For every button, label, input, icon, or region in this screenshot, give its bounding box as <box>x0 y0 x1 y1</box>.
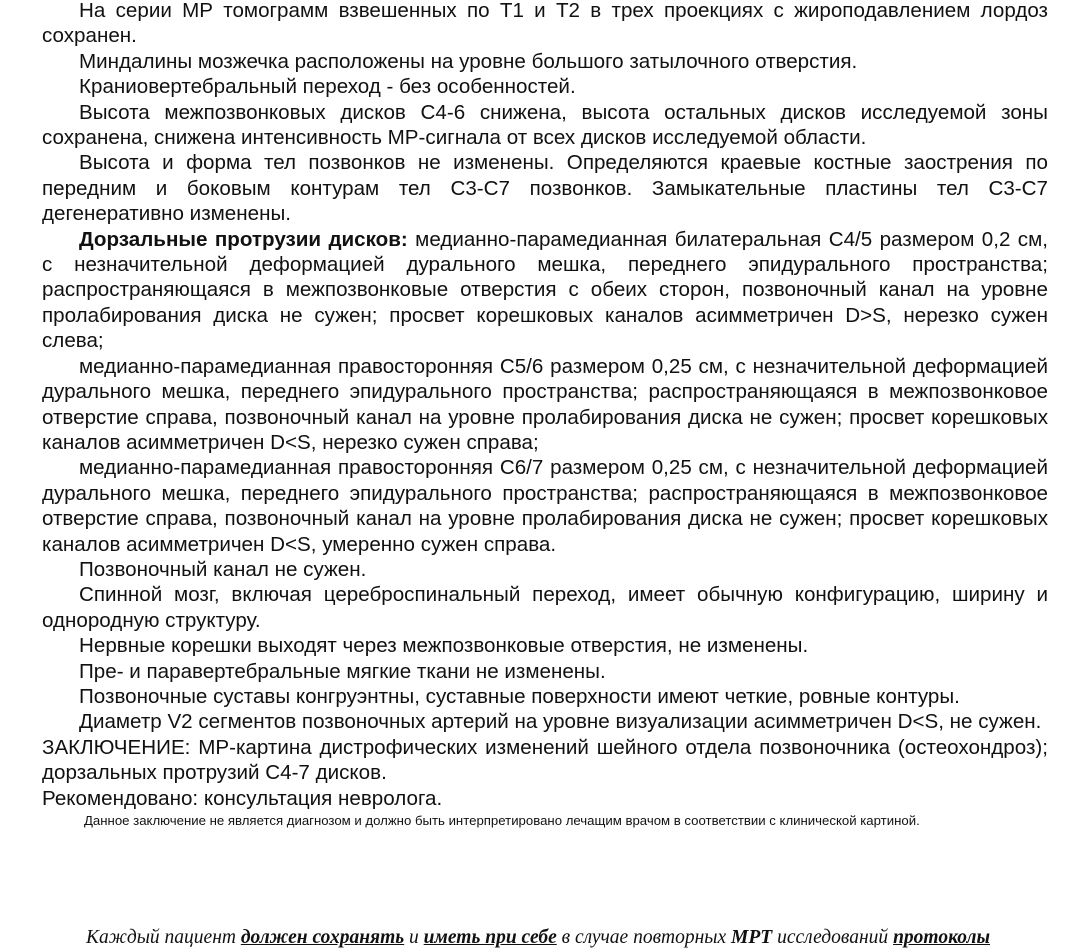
report-paragraph-protrusion-c56: медианно-парамедианная правосторонняя С5/6 размером 0,25 см, с незначительной деформацией дурального мешка, переднего эпидурального пространства; распространяющаяся в межпозвонковое отверстие справа, позвоночный канал на уровне пролабирования диска не сужен; просвет корешковых каналов асимметричен D<S, нерезко сужен справа; <box>42 354 1048 454</box>
report-paragraph-technique: На серии МР томограмм взвешенных по Т1 и Т2 в трех проекциях с жироподавлением лордоз сохранен. <box>42 0 1048 48</box>
report-paragraph-protrusion-c45 <box>42 227 1048 354</box>
report-conclusion: ЗАКЛЮЧЕНИЕ: МР-картина дистрофических изменений шейного отдела позвоночника (остеохондроз); дорзальных протрузий С4-7 дисков. <box>42 735 1048 785</box>
report-recommendation: Рекомендовано: консультация невролога. <box>42 786 443 810</box>
report-paragraph-joints: Позвоночные суставы конгруэнтны, суставные поверхности имеют четкие, ровные контуры. <box>79 684 960 708</box>
protrusions-heading: Дорзальные протрузии дисков: <box>79 227 408 251</box>
report-paragraph-soft-tissues: Пре- и паравертебральные мягкие ткани не изменены. <box>79 659 606 683</box>
report-disclaimer: Данное заключение не является диагнозом и должно быть интерпретировано лечащим врачом в соответствии с клинической картиной. <box>84 813 920 828</box>
footer-part: в случае повторных <box>556 927 732 948</box>
protrusion-c45-text: медианно-парамедианная билатеральная С4/5 размером 0,2 см, с незначительной деформацией дурального мешка, переднего эпидурального пространства; распространяющаяся в межпозвонковые отверстия с обеих сторон, позвоночный канал на уровне пролабирования диска не сужен; просвет корешковых каналов асимметричен D>S, нерезко сужен слева; <box>42 227 1048 353</box>
footer-emphasis: иметь при себе <box>423 927 557 948</box>
report-paragraph-nerve-roots: Нервные корешки выходят через межпозвонковые отверстия, не изменены. <box>79 634 809 658</box>
report-paragraph-cerebellar-tonsils: Миндалины мозжечка расположены на уровне большого затылочного отверстия. <box>79 49 858 73</box>
report-paragraph-protrusion-c67: медианно-парамедианная правосторонняя С6/7 размером 0,25 см, с незначительной деформацией дурального мешка, переднего эпидурального пространства; распространяющаяся в межпозвонковое отверстие справа, позвоночный канал на уровне пролабирования диска не сужен; просвет корешковых каналов асимметричен D<S, умеренно сужен справа. <box>42 456 1048 556</box>
report-paragraph-spinal-cord: Спинной мозг, включая цереброспинальный переход, имеет обычную конфигурацию, ширину и однородную структуру. <box>42 583 1048 632</box>
report-paragraph-spinal-canal: Позвоночный канал не сужен. <box>79 557 367 581</box>
report-paragraph-arteries: Диаметр V2 сегментов позвоночных артерий на уровне визуализации асимметричен D<S, не сужен. <box>79 710 1042 734</box>
footer-mrt: МРТ <box>731 927 773 948</box>
footer-part: Каждый пациент <box>86 927 241 948</box>
footer-note <box>86 926 1081 950</box>
footer-part: и <box>404 927 424 948</box>
footer-emphasis: протоколы <box>893 927 991 948</box>
report-paragraph-vertebral-bodies: Высота и форма тел позвонков не изменены. Определяются краевые костные заострения по передним и боковым контурам тел С3-С7 позвонков. Замыкательные пластины тел С3-С7 дегенеративно изменены. <box>42 151 1048 226</box>
footer-emphasis: должен сохранять <box>240 927 405 948</box>
report-paragraph-disc-height: Высота межпозвонковых дисков С4-6 снижена, высота остальных дисков исследуемой зоны сохранена, снижена интенсивность МР-сигнала от всех дисков исследуемой области. <box>42 100 1048 150</box>
report-body <box>42 0 1048 829</box>
footer-part: исследований <box>772 927 894 948</box>
report-paragraph-craniovertebral: Краниовертебральный переход - без особенностей. <box>79 75 576 99</box>
